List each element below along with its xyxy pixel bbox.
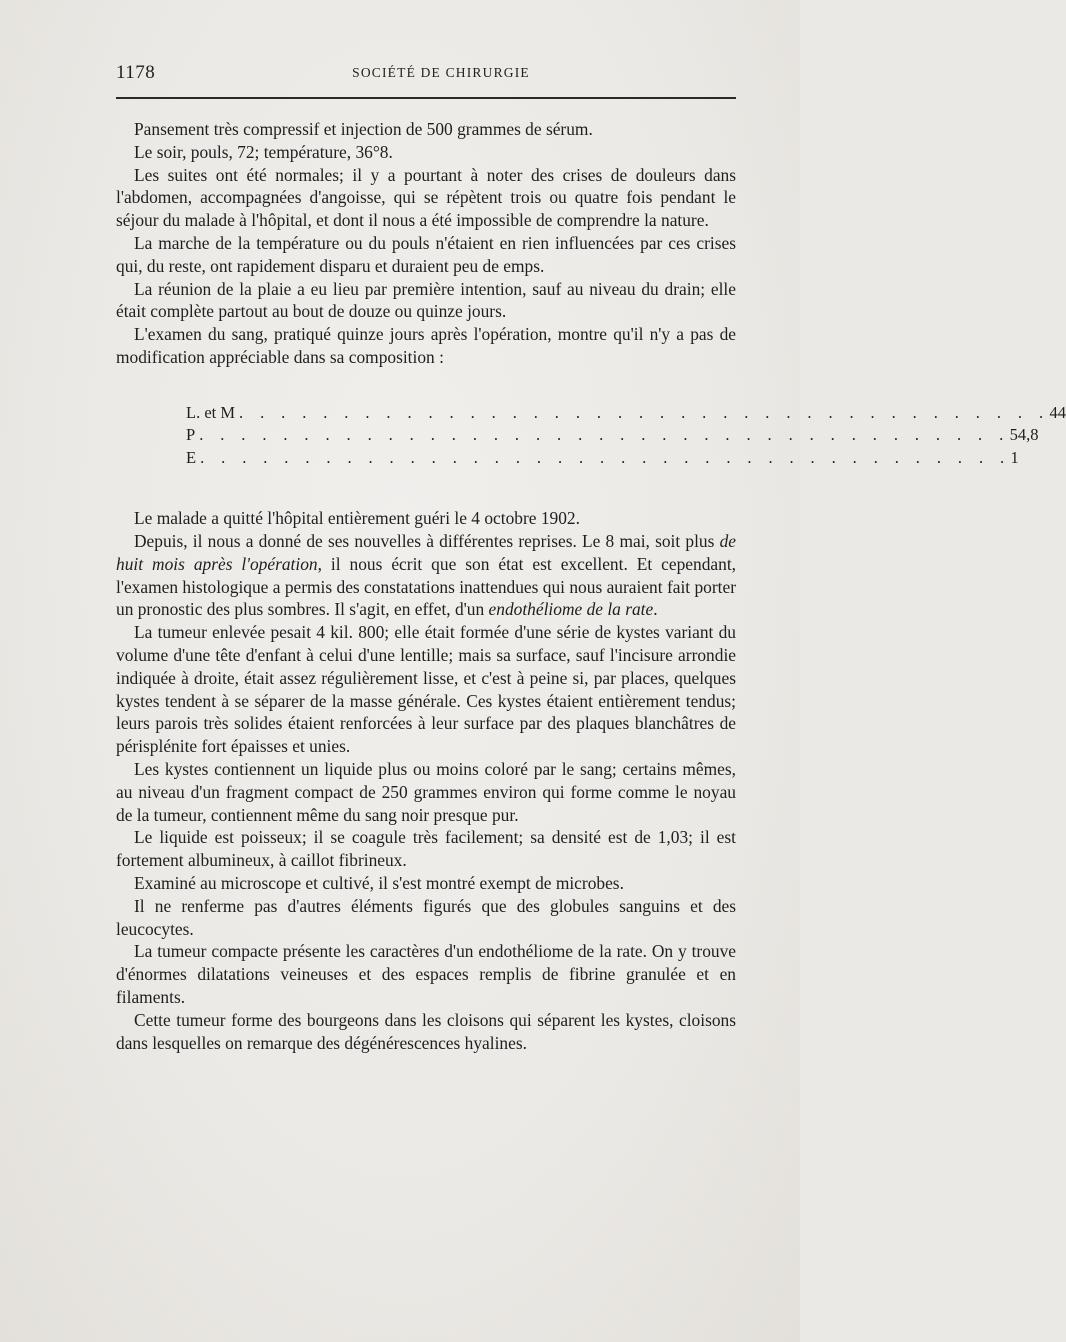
paragraph-2: Le soir, pouls, 72; température, 36°8. bbox=[134, 141, 393, 162]
paragraph-5: La réunion de la plaie a eu lieu par première intention, sauf au niveau du drain; elle était complète partout au bout de douze ou quinze jours. bbox=[116, 278, 736, 322]
italic-phrase: de huit mois après l'opération bbox=[116, 531, 736, 574]
paragraph-8 bbox=[116, 530, 736, 621]
paragraph-11: Le liquide est poisseux; il se coagule très facilement; sa densité est de 1,03; il est fortement albumineux, à caillot fibrineux. bbox=[116, 827, 736, 871]
paragraph-15: Cette tumeur forme des bourgeons dans les cloisons qui séparent les kystes, cloisons dans lesquelles on remarque des dégénérescences hyalines. bbox=[116, 1009, 736, 1053]
leader-dots: . . . . . . . . . . . . . . . . . . . . . . . . . . . . . . . . . . . . . . . bbox=[199, 425, 1010, 445]
row-value: 1 bbox=[1010, 447, 1019, 467]
page-header bbox=[116, 58, 736, 88]
running-head: SOCIÉTÉ DE CHIRURGIE bbox=[352, 65, 530, 80]
paragraph-8-text-c: . bbox=[653, 599, 658, 620]
paragraph-6: L'examen du sang, pratiqué quinze jours après l'opération, montre qu'il n'y a pas de modification appréciable dans sa composition : bbox=[116, 324, 736, 367]
paragraph-13: Il ne renferme pas d'autres éléments figurés que des globules sanguins et des leucocytes. bbox=[116, 895, 736, 939]
paragraph-4: La marche de la température ou du pouls n'étaient en rien influencées par ces crises qui, du reste, ont rapidement disparu et duraient peu de emps. bbox=[116, 232, 736, 276]
page-number: 1178 bbox=[116, 62, 156, 83]
paragraph-10: Les kystes contiennent un liquide plus ou moins coloré par le sang; certains mêmes, au niveau d'un fragment compact de 250 grammes environ qui forme comme le noyau de la tumeur, contiennent même du sang noir presque pur. bbox=[116, 759, 736, 825]
row-label: L. et M bbox=[186, 402, 236, 422]
paragraph-7: Le malade a quitté l'hôpital entièrement guéri le 4 octobre 1902. bbox=[134, 508, 580, 529]
paragraph-9: La tumeur enlevée pesait 4 kil. 800; elle était formée d'une série de kystes variant du volume d'une tête d'enfant à celui d'une lentille; mais sa surface, sauf l'incisure arrondie indiquée à droite, était assez régulièrement lisse, et c'est à peine si, par places, quelques kystes tendent à se séparer de la masse générale. Ces kystes étaient entièrement tendus; leurs parois très solides étaient renforcées à leur surface par des plaques blanchâtres de périsplénite fort épaisses et unies. bbox=[116, 622, 736, 757]
row-label: E bbox=[186, 447, 197, 467]
table-row bbox=[186, 424, 1039, 447]
table-row bbox=[186, 447, 1019, 470]
body-text bbox=[116, 118, 1066, 1054]
row-value: 54,8 bbox=[1009, 425, 1039, 445]
paragraph-1: Pansement très compressif et injection de 500 grammes de sérum. bbox=[134, 119, 593, 139]
row-label: P bbox=[186, 425, 196, 445]
row-value: 44 bbox=[1049, 402, 1066, 422]
leader-dots: . . . . . . . . . . . . . . . . . . . . . . . . . . . . . . . . . . . . . . . bbox=[200, 447, 1011, 467]
paragraph-3: Les suites ont été normales; il y a pourtant à noter des crises de douleurs dans l'abdomen, accompagnées d'angoisse, qui se répètent trois ou quatre fois pendant le séjour du malade à l'hôpital, et dont il nous a été impossible de comprendre la nature. bbox=[116, 164, 736, 231]
table-row bbox=[186, 402, 1066, 425]
paragraph-8-text-a: Depuis, il nous a donné de ses nouvelles à différentes reprises. Le 8 mai, soit plus bbox=[134, 531, 720, 552]
paragraph-14: La tumeur compacte présente les caractères d'un endothéliome de la rate. On y trouve d'énormes dilatations veineuses et des espaces remplis de fibrine granulée et en filaments. bbox=[116, 941, 736, 1007]
header-rule bbox=[116, 97, 736, 99]
paragraph-8-text-b: , il nous écrit que son état est excellent. Et cependant, l'examen histologique a permis des constatations inattendues qui nous auraient fait porter un pronostic des plus sombres. Il s'agit, en effet, d'un bbox=[116, 553, 736, 620]
italic-diagnosis: endothéliome de la rate bbox=[488, 599, 654, 620]
blood-count-table bbox=[186, 402, 1066, 470]
leader-dots: . . . . . . . . . . . . . . . . . . . . . . . . . . . . . . . . . . . . . . . bbox=[239, 402, 1050, 422]
paragraph-12: Examiné au microscope et cultivé, il s'est montré exempt de microbes. bbox=[134, 873, 624, 894]
